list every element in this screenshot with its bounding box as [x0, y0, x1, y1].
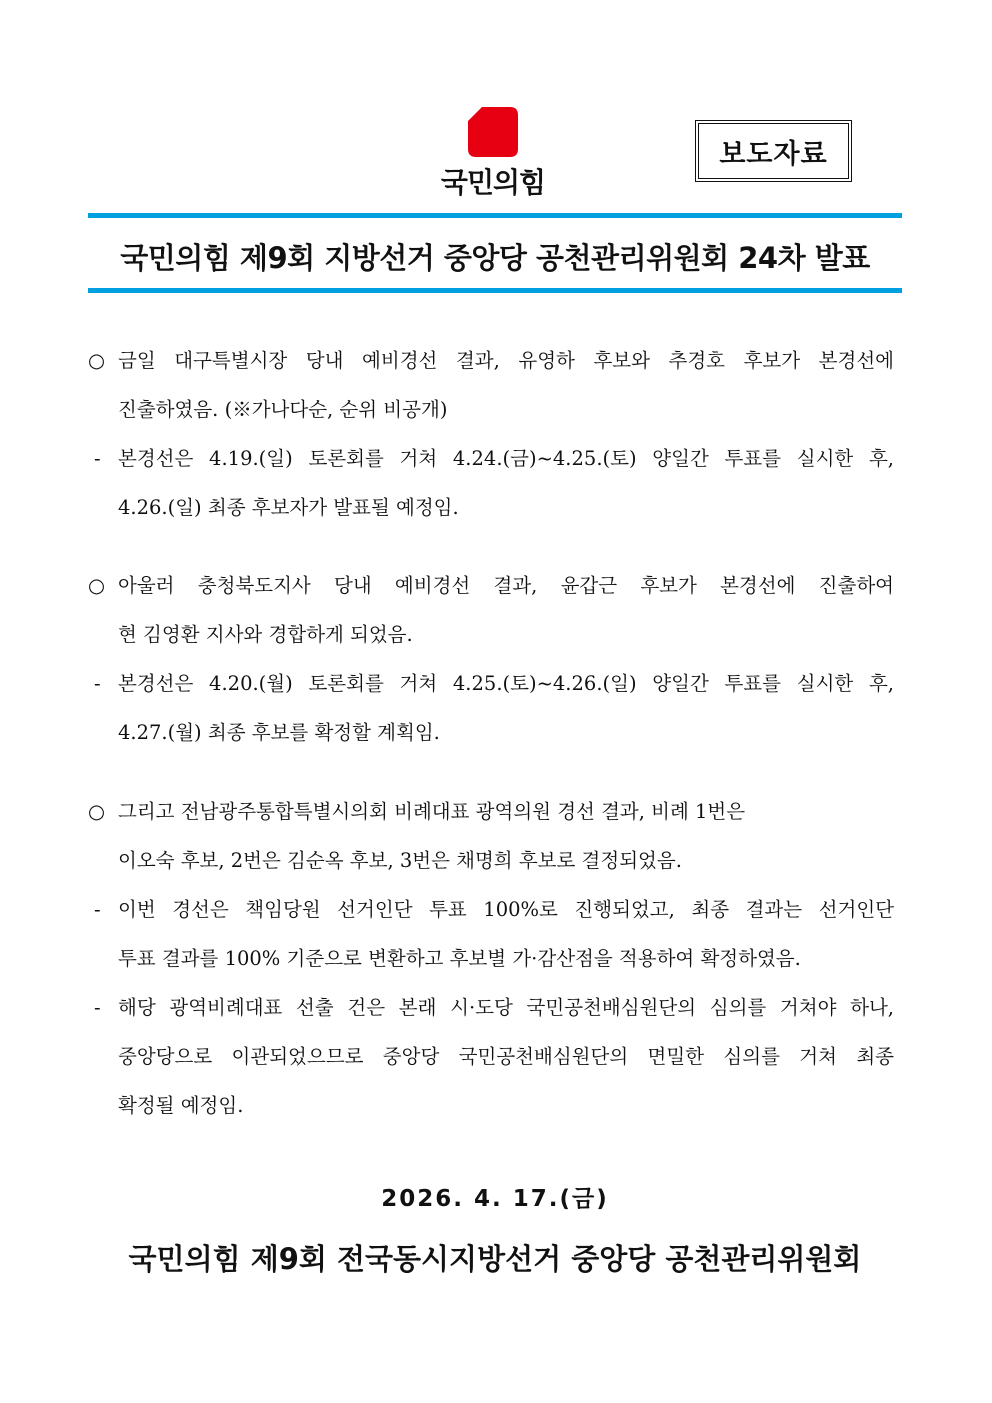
press-release-label: 보도자료	[695, 120, 852, 182]
page-title: 국민의힘 제9회 지방선거 중앙당 공천관리위원회 24차 발표	[120, 240, 870, 275]
bullet-marker: ○	[88, 349, 106, 372]
dash-marker: -	[94, 996, 101, 1019]
section-3	[88, 787, 894, 1130]
section-3-line-1: 그리고 전남광주통합특별시의회 비례대표 광역의원 경선 결과, 비례 1번은	[118, 800, 746, 823]
section-1-line-2: 진출하였음. (※가나다순, 순위 비공개)	[118, 398, 448, 421]
section-2-sub-1-line-1: 본경선은 4.20.(월) 토론회를 거쳐 4.25.(토)~4.26.(일) 양일간 투표를 실시한 후,	[118, 672, 894, 695]
party-logo-mark-icon	[468, 107, 518, 157]
section-3-sub-1-line-2: 투표 결과를 100% 기준으로 변환하고 후보별 가·감산점을 적용하여 확정하였음.	[118, 947, 801, 970]
section-1	[88, 336, 894, 532]
title-bottom-rule	[88, 288, 902, 293]
section-3-sub-2-line-1: 해당 광역비례대표 선출 건은 본래 시·도당 국민공천배심원단의 심의를 거쳐야 하나,	[118, 996, 894, 1019]
title-top-rule	[88, 213, 902, 218]
section-2-sub-1-line-2: 4.27.(월) 최종 후보를 확정할 계획임.	[118, 721, 440, 744]
section-3-line-2: 이오숙 후보, 2번은 김순옥 후보, 3번은 채명희 후보로 결정되었음.	[118, 849, 682, 872]
section-3-sub-2-line-3: 확정될 예정임.	[118, 1094, 244, 1117]
issuing-organization: 국민의힘 제9회 전국동시지방선거 중앙당 공천관리위원회	[128, 1242, 862, 1276]
section-2-line-2: 현 김영환 지사와 경합하게 되었음.	[118, 623, 413, 646]
section-3-sub-1-line-1: 이번 경선은 책임당원 선거인단 투표 100%로 진행되었고, 최종 결과는 선거인단	[118, 898, 895, 921]
release-date: 2026. 4. 17.(금)	[381, 1186, 609, 1212]
party-logo-text: 국민의힘	[440, 166, 546, 199]
section-3-sub-2-line-2: 중앙당으로 이관되었으므로 중앙당 국민공천배심원단의 면밀한 심의를 거쳐 최종	[118, 1045, 894, 1068]
section-1-sub-1-line-1: 본경선은 4.19.(일) 토론회를 거쳐 4.24.(금)~4.25.(토) 양일간 투표를 실시한 후,	[118, 447, 894, 470]
section-2	[88, 561, 894, 757]
dash-marker: -	[94, 898, 101, 921]
section-1-line-1: 금일 대구특별시장 당내 예비경선 결과, 유영하 후보와 추경호 후보가 본경선에	[118, 349, 894, 372]
bullet-marker: ○	[88, 574, 106, 597]
section-1-sub-1-line-2: 4.26.(일) 최종 후보자가 발표될 예정임.	[118, 496, 459, 519]
dash-marker: -	[94, 447, 101, 470]
dash-marker: -	[94, 672, 101, 695]
bullet-marker: ○	[88, 800, 106, 823]
section-2-line-1: 아울러 충청북도지사 당내 예비경선 결과, 윤갑근 후보가 본경선에 진출하여	[118, 574, 894, 597]
